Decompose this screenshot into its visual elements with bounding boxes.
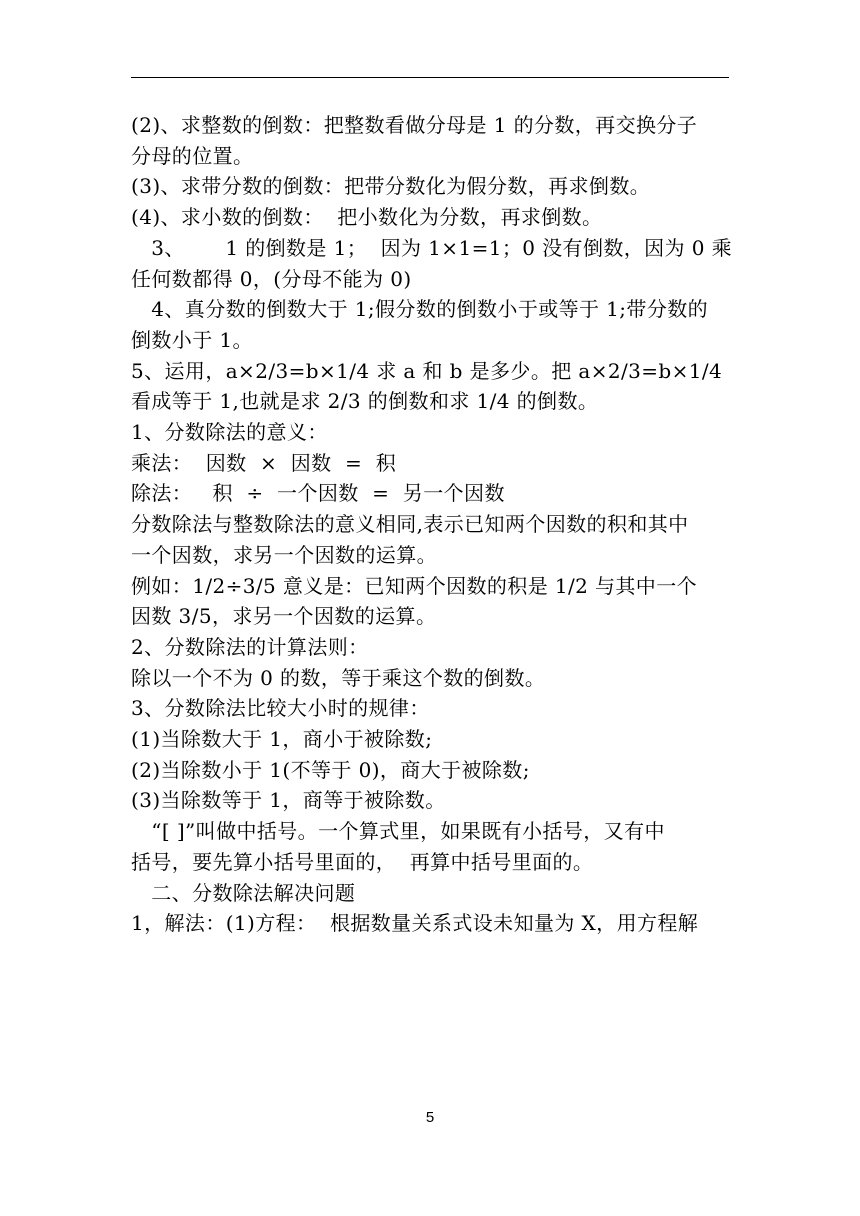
text-line: (3)当除数等于 1，商等于被除数。: [131, 788, 446, 813]
text-line: 一个因数，求另一个因数的运算。: [131, 542, 437, 567]
text-line: 5、运用，a×2/3=b×1/4 求 a 和 b 是多少。把 a×2/3=b×1/4: [131, 358, 723, 383]
text-line: 分母的位置。: [131, 143, 254, 168]
text-line: 例如：1/2÷3/5 意义是：已知两个因数的积是 1/2 与其中一个: [131, 573, 697, 598]
text-line: 3、 1 的倒数是 1； 因为 1×1=1；0 没有倒数，因为 0 乘: [131, 235, 732, 260]
text-line: 3、分数除法比较大小时的规律：: [131, 696, 430, 721]
text-line: 二、分数除法解决问题: [131, 880, 356, 905]
text-line: (2)、求整数的倒数：把整数看做分母是 1 的分数，再交换分子: [131, 113, 698, 137]
text-line: 任何数都得 0，(分母不能为 0): [131, 266, 412, 291]
text-line: 乘法： 因数 × 因数 = 积: [131, 450, 397, 475]
header-rule: [131, 77, 729, 78]
document-body: [131, 110, 731, 939]
text-line: 1、分数除法的意义：: [131, 420, 328, 445]
text-line: 除以一个不为 0 的数，等于乘这个数的倒数。: [131, 665, 546, 690]
text-line: (4)、求小数的倒数： 把小数化为分数，再求倒数。: [131, 205, 603, 230]
text-line: 分数除法与整数除法的意义相同,表示已知两个因数的积和其中: [131, 512, 689, 537]
text-line: 因数 3/5，求另一个因数的运算。: [131, 604, 437, 629]
text-line: (2)当除数小于 1(不等于 0)，商大于被除数;: [131, 757, 530, 782]
text-line: 2、分数除法的计算法则：: [131, 634, 369, 659]
text-line: 1，解法：(1)方程： 根据数量关系式设未知量为 X，用方程解: [131, 911, 699, 936]
page-number: 5: [425, 1109, 435, 1126]
text-line: 除法： 积 ÷ 一个因数 = 另一个因数: [131, 481, 505, 506]
text-line: 倒数小于 1。: [131, 327, 253, 352]
text-line: 看成等于 1,也就是求 2/3 的倒数和求 1/4 的倒数。: [131, 389, 599, 414]
text-line: (1)当除数大于 1，商小于被除数;: [131, 727, 433, 752]
text-line: “[ ]”叫做中括号。一个算式里，如果既有小括号，又有中: [131, 819, 665, 844]
text-line: (3)、求带分数的倒数：把带分数化为假分数，再求倒数。: [131, 174, 651, 199]
text-line: 4、真分数的倒数大于 1;假分数的倒数小于或等于 1;带分数的: [131, 297, 709, 322]
text-line: 括号，要先算小括号里面的， 再算中括号里面的。: [131, 849, 594, 874]
